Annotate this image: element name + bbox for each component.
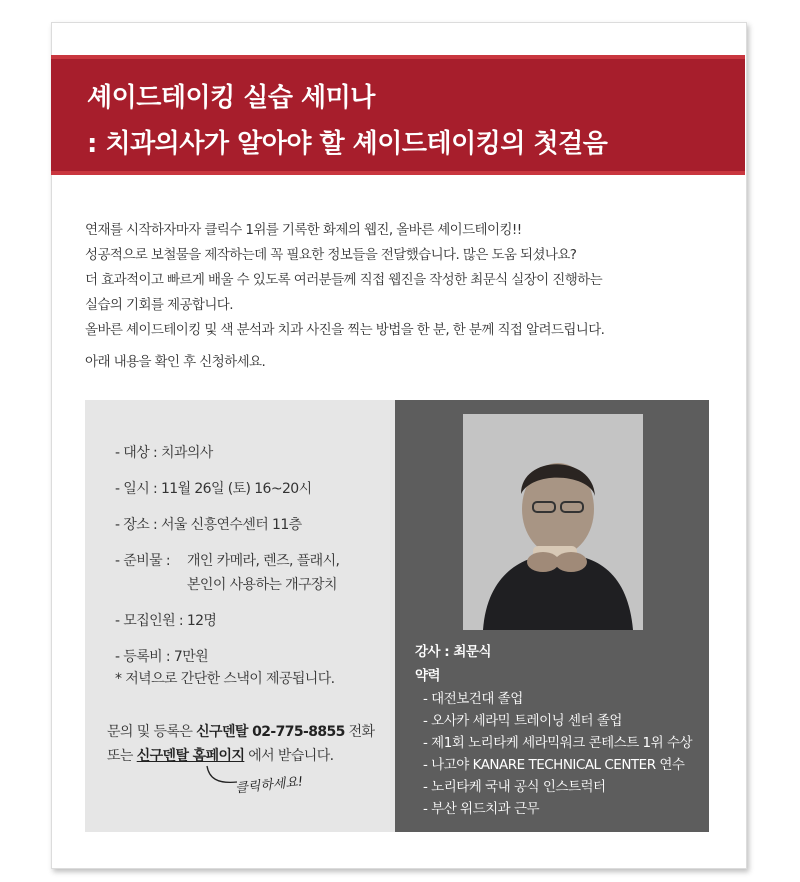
contact-suffix2: 에서 받습니다.	[244, 748, 334, 764]
intro-line: 성공적으로 보철물을 제작하는데 꼭 필요한 정보들을 전달했습니다. 많은 도움 되셨나요?	[85, 247, 577, 263]
click-hint: 클릭하세요!	[234, 774, 304, 797]
lecturer-info	[415, 640, 692, 820]
snack-note: * 저녁으로 간단한 스낵이 제공됩니다.	[115, 671, 335, 687]
detail-prep-line1: 개인 카메라, 렌즈, 플래시,	[187, 553, 340, 569]
lecturer-panel	[395, 400, 709, 832]
career-item: - 오사카 세라믹 트레이닝 센터 졸업	[423, 713, 622, 729]
career-item: - 제1회 노리타케 세라믹워크 콘테스트 1위 수상	[423, 735, 693, 751]
contact-suffix: 전화	[344, 724, 375, 740]
page-subtitle: : 치과의사가 알아야 할 셰이드테이킹의 첫걸음	[87, 129, 608, 159]
intro-line: 실습의 기회를 제공합니다.	[85, 297, 233, 313]
lecturer-photo	[463, 414, 643, 630]
detail-target: - 대상 : 치과의사	[115, 445, 213, 461]
contact-prefix2: 또는	[107, 748, 137, 764]
intro-line: 올바른 셰이드테이킹 및 색 분석과 치과 사진을 찍는 방법을 한 분, 한 분께 직접 알려드립니다.	[85, 322, 605, 338]
intro-text	[85, 218, 725, 375]
career-list	[415, 688, 692, 820]
detail-prep-label: - 준비물 :	[115, 553, 171, 569]
lecturer-portrait-icon	[463, 414, 643, 630]
contact-info	[107, 720, 374, 768]
detail-fee: - 등록비 : 7만원	[115, 649, 209, 665]
intro-line: 연재를 시작하자마자 클릭수 1위를 기록한 화제의 웹진, 올바른 셰이드테이킹!!	[85, 222, 522, 238]
detail-date: - 일시 : 11월 26일 (토) 16~20시	[115, 481, 312, 497]
lecturer-name: 강사 : 최문식	[415, 644, 492, 660]
career-item: - 노리타케 국내 공식 인스트럭터	[423, 779, 606, 795]
career-item: - 나고야 KANARE TECHNICAL CENTER 연수	[423, 757, 685, 773]
title-banner	[51, 55, 745, 175]
contact-phone: 신구덴탈 02-775-8855	[196, 724, 345, 740]
detail-place: - 장소 : 서울 신흥연수센터 11층	[115, 517, 302, 533]
career-item: - 대전보건대 졸업	[423, 691, 523, 707]
intro-line: 더 효과적이고 빠르게 배울 수 있도록 여러분들께 직접 웹진을 작성한 최문식 실장이 진행하는	[85, 272, 603, 288]
career-label: 약력	[415, 668, 441, 684]
detail-capacity: - 모집인원 : 12명	[115, 613, 217, 629]
contact-prefix: 문의 및 등록은	[107, 724, 197, 740]
contact-line1	[107, 720, 374, 744]
page-title: 셰이드테이킹 실습 세미나	[87, 83, 375, 113]
detail-prep-line2: 본인이 사용하는 개구장치	[187, 577, 337, 593]
homepage-link[interactable]: 신구덴탈 홈페이지	[136, 748, 245, 764]
career-item: - 부산 위드치과 근무	[423, 801, 540, 817]
intro-closing: 아래 내용을 확인 후 신청하세요.	[85, 354, 266, 370]
seminar-details-panel	[85, 400, 395, 832]
